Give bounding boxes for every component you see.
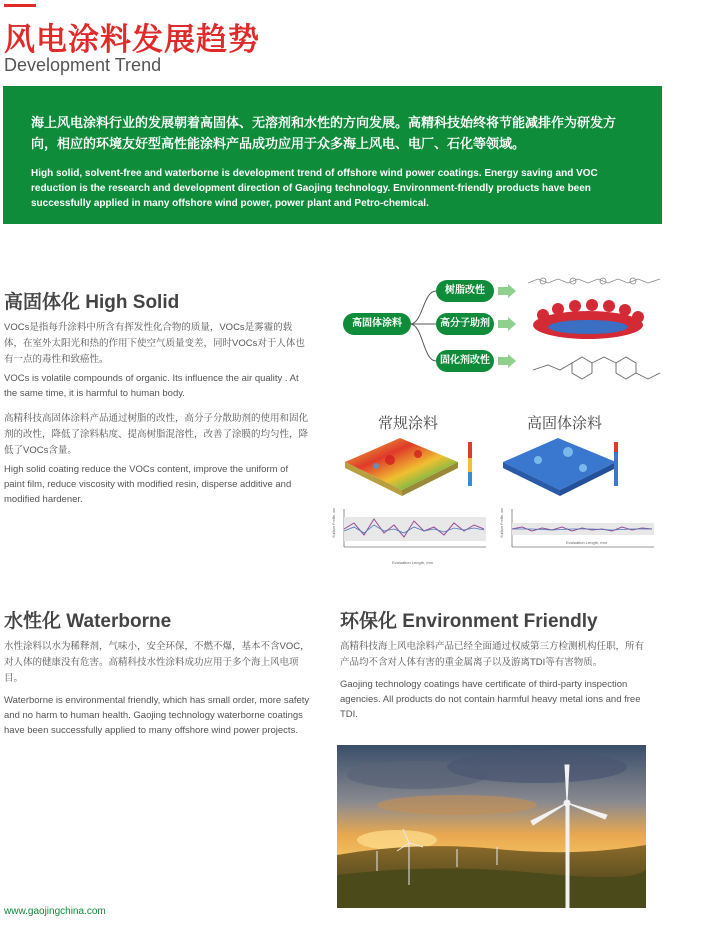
waterborne-p-en: Waterborne is environmental friendly, which has small order, more safety and no harm to human health. Gaojing technology waterborne coatings have been successfully applied to many offshore wind power projects. xyxy=(4,695,310,736)
title-accent-bar xyxy=(4,4,36,7)
arrow-right-icon xyxy=(498,354,516,368)
profile-axis-x-left: Evaluation Length, mm xyxy=(392,560,433,565)
environment-p-cn: 高精科技海上风电涂料产品已经全面通过权威第三方检测机构任职，所有产品均不含对人体有害的重金属离子以及游离TDI等有害物质。 xyxy=(340,641,645,668)
profile-axis-y-left: Surface Profile, um xyxy=(332,508,336,538)
high-solid-text xyxy=(4,320,310,507)
high-solid-surface-map xyxy=(498,432,628,500)
intro-text-cn: 海上风电涂料行业的发展朝着高固体、无溶剂和水性的方向发展。高精科技始终将节能减排作为研发方向，相应的环境友好型高性能涂料产品成功应用于众多海上风电、电厂、石化等领域。 xyxy=(31,115,617,151)
diagram-node-hardener: 固化剂改性 xyxy=(436,350,494,372)
waterborne-p-cn: 水性涂料以水为稀释剂，气味小，安全环保，不燃不爆，基本不含VOC，对人体的健康没有危害。高精科技水性涂料成功应用于多个海上风电项目。 xyxy=(4,641,310,684)
high-solid-heading: 高固体化 High Solid xyxy=(4,292,180,313)
high-solid-p1-en: VOCs is volatile compounds of organic. Its influence the air quality . At the same time, it is harmful to human body. xyxy=(4,373,299,399)
environment-heading: 环保化 Environment Friendly xyxy=(340,611,598,632)
profile-axis-x-right: Evaluation Length, mm xyxy=(566,540,607,545)
hardener-molecule-icon xyxy=(533,357,660,379)
high-solid-p1-cn: VOCs是指每升涂料中所含有挥发性化合物的质量，VOCs是雾霾的载体，在室外太阳光和热的作用下使空气质量变差，同时VOCs对于人体也有一点的毒性和致癌性。 xyxy=(4,322,305,365)
polymer-particle-icon xyxy=(533,299,644,339)
footer-url[interactable]: www.gaojingchina.com xyxy=(4,906,106,917)
profile-axis-y-right: Surface Profile, um xyxy=(500,508,504,538)
high-solid-p2-cn: 高精科技高固体涂料产品通过树脂的改性，高分子分散助剂的使用和固化剂的改性，降低了涂料粘度、提高树脂混溶性，改善了涂膜的均匀性，降低了VOCs含量。 xyxy=(4,413,309,456)
waterborne-heading: 水性化 Waterborne xyxy=(4,611,172,632)
environment-text xyxy=(340,639,646,722)
conventional-profile-chart xyxy=(334,505,494,567)
high-solid-profile-chart xyxy=(502,505,662,567)
molecule-chain-icon xyxy=(528,278,660,284)
arrow-right-icon xyxy=(498,284,516,298)
environment-p-en: Gaojing technology coatings have certificate of third-party inspection agencies. All products do not contain harmful heavy metal ions and free TDI. xyxy=(340,679,641,720)
conventional-surface-map xyxy=(340,432,490,500)
arrow-right-icon xyxy=(498,317,516,331)
intro-banner xyxy=(3,86,662,224)
diagram-node-resin: 树脂改性 xyxy=(436,280,494,302)
waterborne-text xyxy=(4,639,310,738)
page-title-cn: 风电涂料发展趋势 xyxy=(4,22,260,57)
diagram-node-additive: 高分子助剂 xyxy=(436,313,494,335)
diagram-root-node: 高固体涂料 xyxy=(343,313,411,335)
page-title-en: Development Trend xyxy=(4,55,162,75)
intro-text-en: High solid, solvent-free and waterborne is development trend of offshore wind power coatings. Energy saving and VOC reduction is the research and development direction of Gaojing technology. Environment-friendly products have been successfully applied in many offshore wind power, power plant and Petro-chemical. xyxy=(31,168,598,209)
high-solid-coating-label: 高固体涂料 xyxy=(527,415,603,432)
high-solid-p2-en: High solid coating reduce the VOCs content, improve the uniform of paint film, reduce viscosity with modified resin, disperse additive and modified hardener. xyxy=(4,464,292,505)
wind-turbine-photo xyxy=(337,745,646,908)
conventional-coating-label: 常规涂料 xyxy=(378,415,439,432)
